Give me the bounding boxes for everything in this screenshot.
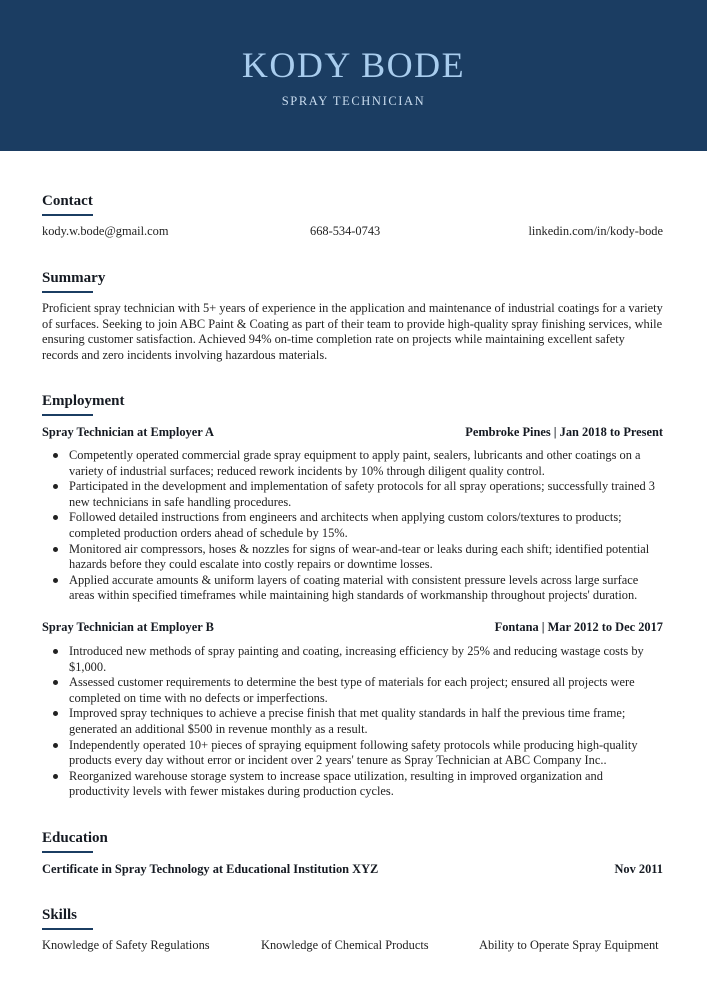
job-location-dates: Fontana | Mar 2012 to Dec 2017 [494, 620, 663, 634]
job-location-dates: Pembroke Pines | Jan 2018 to Present [465, 425, 663, 439]
job-bullet [42, 644, 663, 675]
job-bullet-text: Participated in the development and implementation of safety protocols for all spray operations; successfully trained 3 new technicians in safe handling procedures. [69, 479, 655, 509]
bullet-dot-icon [53, 515, 58, 520]
bullet-dot-icon [53, 711, 58, 716]
job-bullet-list [42, 448, 663, 604]
header-banner [0, 0, 707, 151]
job-header [42, 620, 663, 636]
job-bullet-text: Reorganized warehouse storage system to increase space utilization, resulting in improved organization and productivity levels with fewer mistakes during production cycles. [69, 768, 603, 799]
summary-heading: Summary [42, 270, 106, 286]
job-title: Spray Technician at Employer A [42, 425, 214, 439]
bullet-dot-icon [53, 774, 58, 779]
job-bullet-text: Assessed customer requirements to determine the best type of materials for each project; ensured all projects were completed on time with no defects or imperfections. [69, 675, 635, 705]
bullet-dot-icon [53, 578, 58, 583]
job-bullet [42, 573, 663, 604]
bullet-dot-icon [53, 743, 58, 748]
summary-heading-rule [42, 291, 93, 293]
summary-text: Proficient spray technician with 5+ years of experience in the application and maintenance of industrial coatings for a variety of surfaces. Seeking to join ABC Paint & Coating as part of their team to provide high-quality spray finishing services, while ensuring customer satisfaction. Achieved 94% on-time completion rate on projects while maintaining excellent safety records and zero incidents involving hazardous materials. [42, 301, 663, 362]
education-degree: Certificate in Spray Technology at Educational Institution XYZ [42, 862, 379, 876]
education-date: Nov 2011 [614, 862, 663, 876]
skills-heading-rule [42, 928, 93, 930]
candidate-title: SPRAY TECHNICIAN [281, 94, 426, 108]
contact-linkedin[interactable]: linkedin.com/in/kody-bode [528, 224, 663, 238]
job-bullet [42, 738, 663, 769]
education-heading: Education [42, 830, 108, 846]
job-bullet-text: Monitored air compressors, hoses & nozzles for signs of wear-and-tear or leaks during each shift; identified potential hazards before they could escalate into costly repairs or downtime losses. [69, 541, 650, 572]
job-bullet-text: Applied accurate amounts & uniform layers of coating material with consistent pressure levels across large surface areas within specified timeframes while maintaining high standards of workmanship throughout projects' duration. [69, 572, 639, 603]
job-bullet-text: Introduced new methods of spray painting and coating, increasing efficiency by 25% and reducing wastage costs by $1,000. [69, 644, 644, 674]
job-header [42, 425, 663, 441]
job-title: Spray Technician at Employer B [42, 620, 214, 634]
contact-row [42, 224, 663, 240]
contact-phone[interactable]: 668-534-0743 [310, 224, 381, 238]
job-bullet [42, 479, 663, 510]
employment-heading-rule [42, 414, 93, 416]
skill-item: Knowledge of Safety Regulations [42, 938, 210, 952]
job-bullet-text: Competently operated commercial grade spray equipment to apply paint, sealers, lubricants and other coatings on a variety of industrial surfaces; reduced rework incidents by 10% through diligent quality control. [69, 448, 641, 478]
skill-item: Knowledge of Chemical Products [261, 938, 429, 952]
job-bullet [42, 542, 663, 573]
job-bullet [42, 448, 663, 479]
education-heading-rule [42, 851, 93, 853]
skill-item: Ability to Operate Spray Equipment [479, 938, 659, 952]
education-row [42, 862, 663, 878]
bullet-dot-icon [53, 547, 58, 552]
job-bullet-list [42, 644, 663, 800]
contact-heading-rule [42, 214, 93, 216]
bullet-dot-icon [53, 484, 58, 489]
contact-email[interactable]: kody.w.bode@gmail.com [42, 224, 169, 238]
bullet-dot-icon [53, 453, 58, 458]
bullet-dot-icon [53, 649, 58, 654]
contact-heading: Contact [42, 193, 93, 209]
job-bullet-text: Improved spray techniques to achieve a precise finish that met quality standards in half the previous time frame; generated an additional $500 in revenue monthly as a result. [69, 706, 626, 736]
job-bullet-text: Followed detailed instructions from engineers and architects when applying custom colors/textures to products; completed production orders ahead of schedule by 15%. [69, 510, 622, 540]
job-bullet-text: Independently operated 10+ pieces of spraying equipment following safety protocols while producing high-quality products every day without error or incident over 2 years' tenure as Spray Technician at ABC Company Inc.. [69, 737, 638, 768]
skills-heading: Skills [42, 907, 78, 923]
employment-heading: Employment [42, 393, 125, 409]
candidate-name: KODY BODE [241, 45, 466, 85]
job-bullet [42, 675, 663, 706]
job-bullet [42, 510, 663, 541]
bullet-dot-icon [53, 680, 58, 685]
job-bullet [42, 769, 663, 800]
job-bullet [42, 706, 663, 737]
